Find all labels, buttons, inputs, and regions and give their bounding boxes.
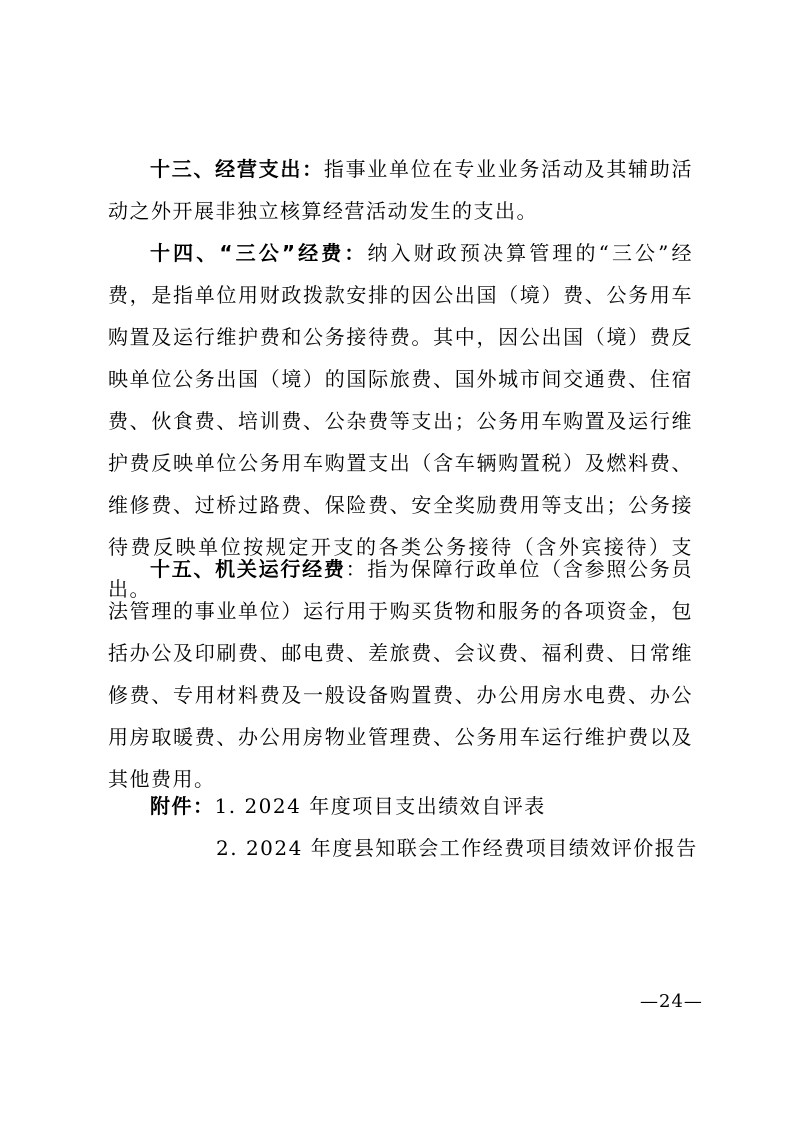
page-number: —24— (640, 991, 703, 1012)
section-14-text: 纳入财政预决算管理的“三公”经费，是指单位用财政拨款安排的因公出国（境）费、公务用车购置及运行维护费和公务接待费。其中，因公出国（境）费反映单位公务出国（境）的国际旅费、国外城市间交通费、住宿费、伙食费、培训费、公杂费等支出；公务用车购置及运行维护费反映单位公务用车购置支出（含车辆购置税）及燃料费、维修费、过桥过路费、保险费、安全奖励费用等支出；公务接待费反映单位按规定开支的各类公务接待（含外宾接待）支出。 (108, 241, 694, 601)
section-13-text: 指事业单位在专业业务活动及其辅助活动之外开展非独立核算经营活动发生的支出。 (108, 157, 694, 223)
section-15-paragraph (108, 548, 693, 800)
section-13-separator: ： (302, 157, 324, 181)
attachment-item-2 (216, 827, 698, 869)
section-15-separator: ： (345, 557, 368, 581)
section-14-term: 十四、“三公”经费 (150, 241, 345, 265)
attachment-label: 附件： (150, 794, 215, 818)
section-15-text: 指为保障行政单位（含参照公务员法管理的事业单位）运行用于购买货物和服务的各项资金，包括办公及印刷费、邮电费、差旅费、会议费、福利费、日常维修费、专用材料费及一般设备购置费、办公用房水电费、办公用房取暖费、办公用房物业管理费、公务用车运行维护费以及其他费用。 (108, 557, 694, 791)
attachment-item-1 (150, 785, 546, 827)
attachment-item-text: 1. 2024 年度项目支出绩效自评表 (214, 794, 546, 818)
section-15-term: 十五、机关运行经费 (150, 557, 346, 581)
section-14-separator: ： (344, 241, 368, 265)
attachment-item-text: 2. 2024 年度县知联会工作经费项目绩效评价报告 (216, 836, 698, 860)
section-13-paragraph (108, 148, 693, 232)
section-13-term: 十三、经营支出 (150, 157, 303, 181)
